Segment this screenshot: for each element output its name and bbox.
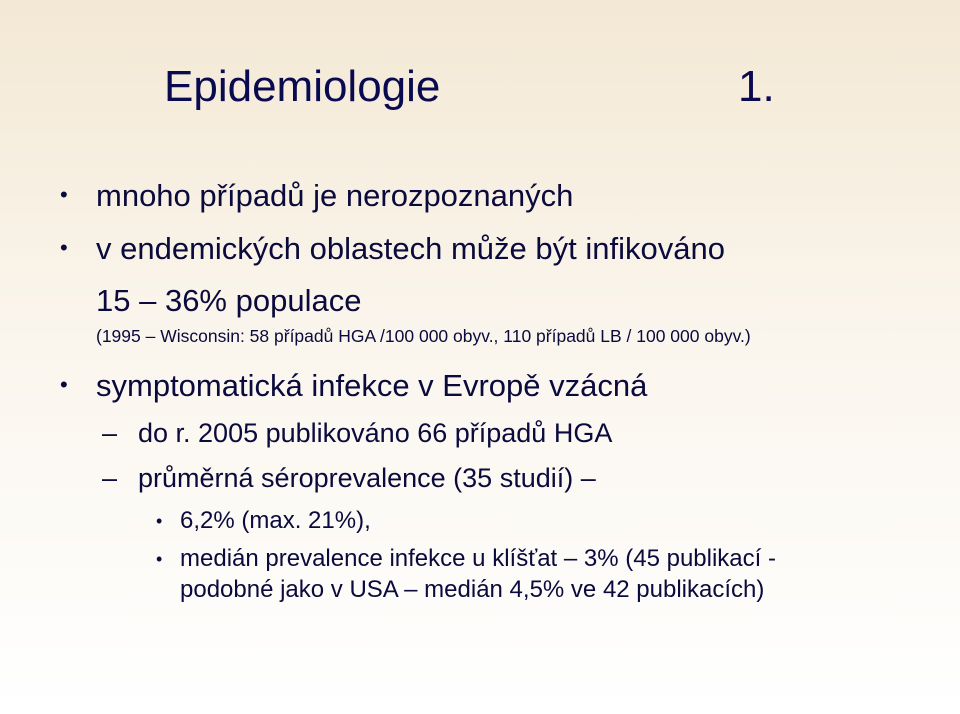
bullet-text-2: v endemických oblastech může být infikováno: [96, 231, 725, 266]
sub-sub-item-2-continuation: podobné jako v USA – medián 4,5% ve 42 publikacích): [180, 576, 765, 603]
bullet-text-3: symptomatická infekce v Evropě vzácná: [96, 368, 648, 403]
slide-title-number: 1.: [738, 62, 775, 111]
bullet-icon: •: [60, 372, 68, 397]
slide-title: Epidemiologie: [164, 62, 441, 111]
dash-icon: –: [102, 418, 118, 448]
sub-sub-item-2: medián prevalence infekce u klíšťat – 3% (45 publikací -: [180, 545, 776, 572]
bullet-text-1: mnoho případů je nerozpoznaných: [96, 178, 574, 213]
source-note: (1995 – Wisconsin: 58 případů HGA /100 000 obyv., 110 případů LB / 100 000 obyv.): [96, 326, 751, 346]
sub-item-2: průměrná séroprevalence (35 studií) –: [138, 463, 596, 493]
dash-icon: –: [102, 463, 118, 493]
sub-sub-item-1: 6,2% (max. 21%),: [180, 507, 371, 534]
bullet-icon: •: [60, 235, 68, 260]
sub-item-1: do r. 2005 publikováno 66 případů HGA: [138, 418, 613, 448]
bullet-icon: •: [60, 182, 68, 207]
bullet-text-2-continuation: 15 – 36% populace: [96, 283, 362, 318]
bullet-icon: •: [156, 511, 163, 531]
bullet-icon: •: [156, 549, 163, 569]
